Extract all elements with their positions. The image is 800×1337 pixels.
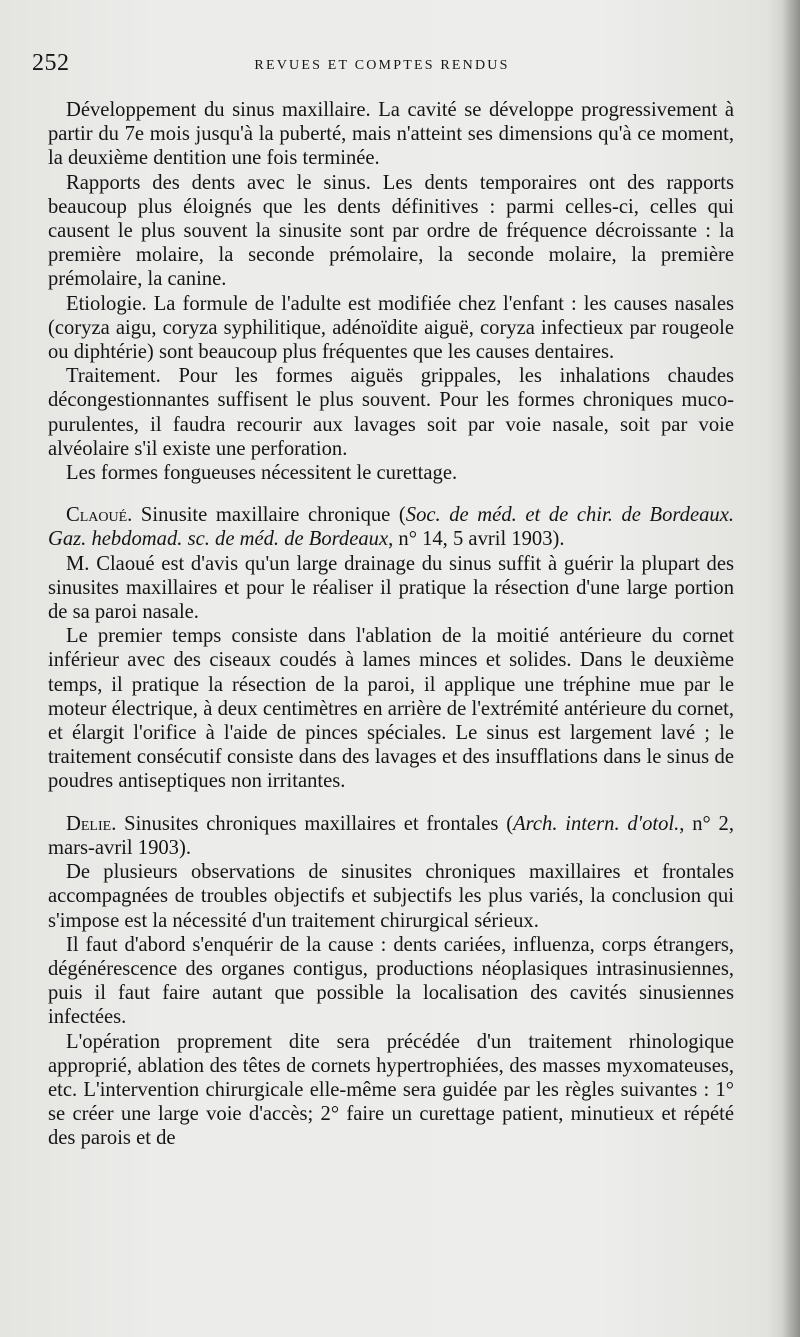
paragraph: M. Claoué est d'avis qu'un large drainage du sinus suffit à guérir la plupart des sinusites maxillaires et pour le réaliser il pratique la résection d'une large portion de sa paroi nasale.: [48, 552, 734, 624]
entry-author: Claoué.: [66, 504, 133, 527]
paragraph: Rapports des dents avec le sinus. Les dents temporaires ont des rapports beaucoup plus éloignés que les dents définitives : parmi celles-ci, celles qui causent le plus souvent la sinusite sont par ordre de fréquence décroissante : la première molaire, la seconde prémolaire, la seconde molaire, la première prémolaire, la canine.: [48, 171, 734, 291]
paragraph: Le premier temps consiste dans l'ablation de la moitié antérieure du cornet inférieur avec des ciseaux coudés à lames minces et solides. Dans le deuxième temps, il pratique la résection de la paroi, il applique une tréphine mue par le moteur électrique, à deux centimètres en arrière de l'extrémité antérieure du cornet, et élargit l'orifice à l'aide de pinces spéciales. Le sinus est largement lavé ; le traitement consécutif consiste dans des lavages et des insufflations dans le sinus de poudres antiseptiques non irritantes.: [48, 625, 734, 793]
paragraph: Développement du sinus maxillaire. La cavité se développe progressivement à partir du 7e mois jusqu'à la puberté, mais n'atteint ses dimensions qu'à ce moment, la deuxième dentition une fois terminée.: [48, 99, 734, 170]
paragraph: L'opération proprement dite sera précédée d'un traitement rhinologique approprié, ablation des têtes de cornets hypertrophiées, des masses myxomateuses, etc. L'intervention chirurgicale elle-même sera guidée par les règles suivantes : 1° se créer une large voie d'accès; 2° faire un curettage patient, minutieux et répété des parois et de: [48, 1030, 734, 1150]
entry-reference: , n° 2, mars-avril 1903).: [48, 812, 734, 859]
paragraph: Etiologie. La formule de l'adulte est modifiée chez l'enfant : les causes nasales (coryza aigu, coryza syphilitique, adénoïdite aiguë, coryza infectieux par rougeole ou diphtérie) sont beaucoup plus fréquentes que les causes dentaires.: [48, 292, 734, 364]
entry-source: Soc. de méd. et de chir. de Bordeaux. Gaz. hebdomad. sc. de méd. de Bordeaux: [48, 504, 734, 551]
review-entry-heading: [48, 812, 734, 860]
entry-title: Sinusites chroniques maxillaires et frontales (: [116, 812, 514, 835]
entry-reference: , n° 14, 5 avril 1903).: [388, 528, 565, 551]
body-text: [48, 98, 734, 1151]
running-title: REVUES ET COMPTES RENDUS: [254, 58, 510, 73]
entry-title: Sinusite maxillaire chronique (: [132, 504, 406, 527]
paragraph: Les formes fongueuses nécessitent le curettage.: [66, 462, 458, 485]
entry-source: Arch. intern. d'otol.: [513, 812, 680, 835]
paragraph: Il faut d'abord s'enquérir de la cause : dents cariées, influenza, corps étrangers, dégénérescence des organes contigus, productions néoplasiques intrasinusiennes, puis il faut faire autant que possible la localisation des cavités sinusiennes infectées.: [48, 933, 734, 1029]
page-number: 252: [32, 50, 70, 76]
paragraph: Traitement. Pour les formes aiguës grippales, les inhalations chaudes décongestionnantes suffisent le plus souvent. Pour les formes chroniques muco-purulentes, il faudra recourir aux lavages soit par voie nasale, soit par voie alvéolaire s'il existe une perforation.: [48, 365, 734, 460]
paragraph: De plusieurs observations de sinusites chroniques maxillaires et frontales accompagnées de troubles objectifs et subjectifs les plus variés, la conclusion qui s'impose est la nécessité d'un traitement chirurgical sérieux.: [48, 861, 734, 932]
entry-author: Delie.: [66, 812, 117, 835]
review-entry-heading: [48, 503, 734, 551]
page-header: [32, 50, 732, 80]
